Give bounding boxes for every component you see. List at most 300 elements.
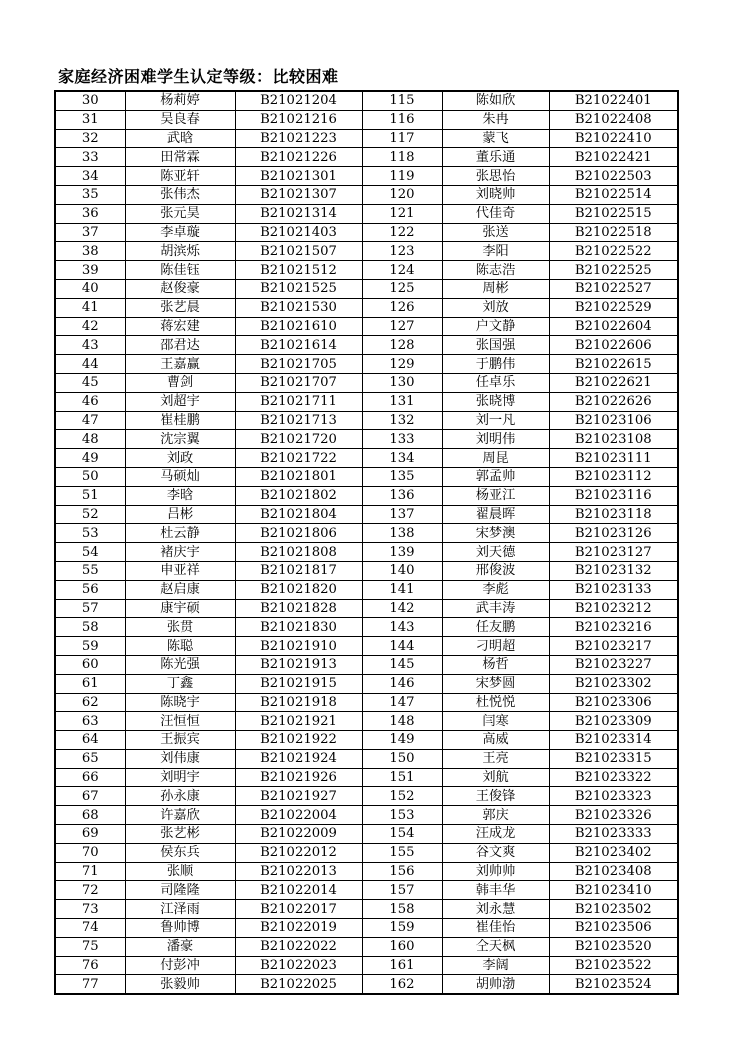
table-row: [55, 561, 678, 580]
student-name-cell: 高威: [442, 731, 549, 750]
table-row: [55, 599, 678, 618]
serial-cell: 53: [55, 524, 125, 543]
serial-cell: 76: [55, 956, 125, 975]
student-name-cell: 周彬: [442, 279, 549, 298]
student-id-cell: B21021804: [235, 505, 362, 524]
table-row: [55, 317, 678, 336]
table-row: [55, 956, 678, 975]
serial-cell: 123: [362, 242, 442, 261]
table-row: [55, 261, 678, 280]
student-id-cell: B21022017: [235, 900, 362, 919]
table-row: [55, 580, 678, 599]
student-name-cell: 陈晓宇: [125, 693, 235, 712]
student-name-cell: 刘明伟: [442, 430, 549, 449]
student-name-cell: 邵君达: [125, 336, 235, 355]
serial-cell: 70: [55, 843, 125, 862]
serial-cell: 129: [362, 355, 442, 374]
student-id-cell: B21022014: [235, 881, 362, 900]
student-id-cell: B21021828: [235, 599, 362, 618]
student-id-cell: B21021806: [235, 524, 362, 543]
student-name-cell: 鲁帅博: [125, 919, 235, 938]
student-name-cell: 刘一凡: [442, 411, 549, 430]
table-row: [55, 298, 678, 317]
student-id-cell: B21023217: [549, 637, 678, 656]
serial-cell: 60: [55, 655, 125, 674]
student-id-cell: B21021525: [235, 279, 362, 298]
serial-cell: 52: [55, 505, 125, 524]
student-id-cell: B21021713: [235, 411, 362, 430]
student-id-cell: B21022615: [549, 355, 678, 374]
student-id-cell: B21023132: [549, 561, 678, 580]
serial-cell: 44: [55, 355, 125, 374]
serial-cell: 153: [362, 806, 442, 825]
student-id-cell: B21022023: [235, 956, 362, 975]
student-id-cell: B21021512: [235, 261, 362, 280]
serial-cell: 161: [362, 956, 442, 975]
student-id-cell: B21021910: [235, 637, 362, 656]
table-row: [55, 524, 678, 543]
serial-cell: 43: [55, 336, 125, 355]
table-row: [55, 204, 678, 223]
serial-cell: 152: [362, 787, 442, 806]
student-id-cell: B21022529: [549, 298, 678, 317]
serial-cell: 157: [362, 881, 442, 900]
serial-cell: 121: [362, 204, 442, 223]
serial-cell: 119: [362, 167, 442, 186]
serial-cell: 30: [55, 91, 125, 110]
student-name-cell: 李阔: [442, 956, 549, 975]
student-name-cell: 张毅帅: [125, 975, 235, 994]
student-name-cell: 宋梦圆: [442, 674, 549, 693]
student-name-cell: 刁明超: [442, 637, 549, 656]
student-id-cell: B21021927: [235, 787, 362, 806]
serial-cell: 133: [362, 430, 442, 449]
student-id-cell: B21023118: [549, 505, 678, 524]
student-name-cell: 赵俊豪: [125, 279, 235, 298]
student-name-cell: 武晗: [125, 129, 235, 148]
serial-cell: 55: [55, 561, 125, 580]
student-id-cell: B21022012: [235, 843, 362, 862]
student-name-cell: 杜悦悦: [442, 693, 549, 712]
student-name-cell: 陈志浩: [442, 261, 549, 280]
serial-cell: 160: [362, 937, 442, 956]
student-id-cell: B21022025: [235, 975, 362, 994]
student-roster-table: [54, 90, 679, 995]
serial-cell: 36: [55, 204, 125, 223]
student-id-cell: B21023127: [549, 543, 678, 562]
serial-cell: 40: [55, 279, 125, 298]
serial-cell: 64: [55, 731, 125, 750]
student-id-cell: B21023502: [549, 900, 678, 919]
table-row: [55, 749, 678, 768]
student-id-cell: B21021226: [235, 148, 362, 167]
serial-cell: 72: [55, 881, 125, 900]
student-name-cell: 杨哲: [442, 655, 549, 674]
student-name-cell: 刘航: [442, 768, 549, 787]
student-name-cell: 张顺: [125, 862, 235, 881]
serial-cell: 142: [362, 599, 442, 618]
serial-cell: 149: [362, 731, 442, 750]
student-name-cell: 潘豪: [125, 937, 235, 956]
student-id-cell: B21023216: [549, 618, 678, 637]
student-name-cell: 张晓博: [442, 392, 549, 411]
student-name-cell: 董乐通: [442, 148, 549, 167]
student-id-cell: B21023306: [549, 693, 678, 712]
student-name-cell: 汪恒恒: [125, 712, 235, 731]
table-row: [55, 693, 678, 712]
student-name-cell: 吕彬: [125, 505, 235, 524]
serial-cell: 146: [362, 674, 442, 693]
student-id-cell: B21022621: [549, 373, 678, 392]
serial-cell: 69: [55, 825, 125, 844]
student-name-cell: 张艺彬: [125, 825, 235, 844]
serial-cell: 132: [362, 411, 442, 430]
student-id-cell: B21021913: [235, 655, 362, 674]
student-name-cell: 张思怡: [442, 167, 549, 186]
student-id-cell: B21022527: [549, 279, 678, 298]
student-id-cell: B21021924: [235, 749, 362, 768]
student-id-cell: B21021403: [235, 223, 362, 242]
student-name-cell: 田常霖: [125, 148, 235, 167]
student-id-cell: B21023520: [549, 937, 678, 956]
student-name-cell: 张送: [442, 223, 549, 242]
student-name-cell: 侯东兵: [125, 843, 235, 862]
serial-cell: 125: [362, 279, 442, 298]
student-name-cell: 朱冉: [442, 110, 549, 129]
student-name-cell: 王振宾: [125, 731, 235, 750]
table-row: [55, 411, 678, 430]
student-id-cell: B21022604: [549, 317, 678, 336]
table-row: [55, 937, 678, 956]
student-id-cell: B21023402: [549, 843, 678, 862]
student-id-cell: B21023212: [549, 599, 678, 618]
student-name-cell: 康宇硕: [125, 599, 235, 618]
serial-cell: 131: [362, 392, 442, 411]
table-row: [55, 355, 678, 374]
student-id-cell: B21023227: [549, 655, 678, 674]
serial-cell: 31: [55, 110, 125, 129]
student-id-cell: B21021711: [235, 392, 362, 411]
student-id-cell: B21021922: [235, 731, 362, 750]
student-name-cell: 李阳: [442, 242, 549, 261]
student-id-cell: B21021921: [235, 712, 362, 731]
serial-cell: 155: [362, 843, 442, 862]
student-id-cell: B21021817: [235, 561, 362, 580]
table-row: [55, 543, 678, 562]
student-id-cell: B21023111: [549, 449, 678, 468]
student-name-cell: 陈聪: [125, 637, 235, 656]
table-row: [55, 279, 678, 298]
student-id-cell: B21022013: [235, 862, 362, 881]
serial-cell: 120: [362, 185, 442, 204]
student-name-cell: 刘帅帅: [442, 862, 549, 881]
student-name-cell: 崔桂鹏: [125, 411, 235, 430]
serial-cell: 71: [55, 862, 125, 881]
serial-cell: 35: [55, 185, 125, 204]
serial-cell: 66: [55, 768, 125, 787]
student-id-cell: B21021722: [235, 449, 362, 468]
serial-cell: 38: [55, 242, 125, 261]
student-name-cell: 蒋宏建: [125, 317, 235, 336]
serial-cell: 67: [55, 787, 125, 806]
serial-cell: 57: [55, 599, 125, 618]
student-id-cell: B21023133: [549, 580, 678, 599]
table-row: [55, 373, 678, 392]
serial-cell: 48: [55, 430, 125, 449]
serial-cell: 41: [55, 298, 125, 317]
student-id-cell: B21022004: [235, 806, 362, 825]
table-row: [55, 731, 678, 750]
student-name-cell: 付彭冲: [125, 956, 235, 975]
student-name-cell: 翟晨晖: [442, 505, 549, 524]
serial-cell: 126: [362, 298, 442, 317]
student-name-cell: 曹剑: [125, 373, 235, 392]
student-name-cell: 汪成龙: [442, 825, 549, 844]
table-row: [55, 91, 678, 110]
student-name-cell: 赵启康: [125, 580, 235, 599]
serial-cell: 140: [362, 561, 442, 580]
student-id-cell: B21021204: [235, 91, 362, 110]
student-name-cell: 任友鹏: [442, 618, 549, 637]
table-row: [55, 129, 678, 148]
student-id-cell: B21022514: [549, 185, 678, 204]
student-id-cell: B21021216: [235, 110, 362, 129]
student-name-cell: 李卓璇: [125, 223, 235, 242]
student-name-cell: 申亚祥: [125, 561, 235, 580]
student-name-cell: 谷文爽: [442, 843, 549, 862]
student-name-cell: 任卓乐: [442, 373, 549, 392]
student-id-cell: B21021802: [235, 486, 362, 505]
table-row: [55, 919, 678, 938]
table-row: [55, 242, 678, 261]
student-id-cell: B21022522: [549, 242, 678, 261]
student-name-cell: 武丰涛: [442, 599, 549, 618]
student-name-cell: 刘永慧: [442, 900, 549, 919]
table-row: [55, 110, 678, 129]
student-name-cell: 陈佳钰: [125, 261, 235, 280]
student-id-cell: B21021301: [235, 167, 362, 186]
student-id-cell: B21021610: [235, 317, 362, 336]
table-row: [55, 787, 678, 806]
table-row: [55, 712, 678, 731]
student-id-cell: B21023106: [549, 411, 678, 430]
serial-cell: 117: [362, 129, 442, 148]
serial-cell: 73: [55, 900, 125, 919]
student-id-cell: B21021915: [235, 674, 362, 693]
student-id-cell: B21023322: [549, 768, 678, 787]
serial-cell: 49: [55, 449, 125, 468]
serial-cell: 39: [55, 261, 125, 280]
student-id-cell: B21023333: [549, 825, 678, 844]
student-name-cell: 司隆隆: [125, 881, 235, 900]
serial-cell: 56: [55, 580, 125, 599]
student-name-cell: 邢俊波: [442, 561, 549, 580]
student-name-cell: 陈如欣: [442, 91, 549, 110]
student-name-cell: 杨亚江: [442, 486, 549, 505]
student-id-cell: B21022518: [549, 223, 678, 242]
student-id-cell: B21021801: [235, 467, 362, 486]
student-name-cell: 胡帅渤: [442, 975, 549, 994]
table-row: [55, 806, 678, 825]
student-name-cell: 杨莉婷: [125, 91, 235, 110]
serial-cell: 68: [55, 806, 125, 825]
serial-cell: 127: [362, 317, 442, 336]
serial-cell: 143: [362, 618, 442, 637]
table-row: [55, 336, 678, 355]
serial-cell: 130: [362, 373, 442, 392]
student-id-cell: B21023108: [549, 430, 678, 449]
student-name-cell: 宋梦澳: [442, 524, 549, 543]
student-id-cell: B21021507: [235, 242, 362, 261]
serial-cell: 162: [362, 975, 442, 994]
serial-cell: 156: [362, 862, 442, 881]
student-id-cell: B21021926: [235, 768, 362, 787]
student-id-cell: B21021918: [235, 693, 362, 712]
serial-cell: 148: [362, 712, 442, 731]
serial-cell: 74: [55, 919, 125, 938]
roster-body: [55, 91, 678, 994]
student-id-cell: B21023506: [549, 919, 678, 938]
student-name-cell: 丁鑫: [125, 674, 235, 693]
serial-cell: 47: [55, 411, 125, 430]
student-name-cell: 郭孟帅: [442, 467, 549, 486]
student-name-cell: 郭庆: [442, 806, 549, 825]
student-name-cell: 李晗: [125, 486, 235, 505]
serial-cell: 158: [362, 900, 442, 919]
student-name-cell: 周昆: [442, 449, 549, 468]
student-id-cell: B21022606: [549, 336, 678, 355]
serial-cell: 137: [362, 505, 442, 524]
student-id-cell: B21023410: [549, 881, 678, 900]
table-row: [55, 768, 678, 787]
student-id-cell: B21023112: [549, 467, 678, 486]
table-row: [55, 618, 678, 637]
student-name-cell: 闫寒: [442, 712, 549, 731]
table-row: [55, 975, 678, 994]
student-name-cell: 孙永康: [125, 787, 235, 806]
serial-cell: 32: [55, 129, 125, 148]
student-id-cell: B21021614: [235, 336, 362, 355]
student-name-cell: 于鹏伟: [442, 355, 549, 374]
table-row: [55, 505, 678, 524]
student-id-cell: B21022410: [549, 129, 678, 148]
serial-cell: 34: [55, 167, 125, 186]
student-id-cell: B21023302: [549, 674, 678, 693]
student-name-cell: 刘放: [442, 298, 549, 317]
student-id-cell: B21021707: [235, 373, 362, 392]
serial-cell: 61: [55, 674, 125, 693]
serial-cell: 33: [55, 148, 125, 167]
serial-cell: 145: [362, 655, 442, 674]
student-id-cell: B21021808: [235, 543, 362, 562]
document-title: 家庭经济困难学生认定等级：比较困难: [58, 67, 339, 86]
serial-cell: 128: [362, 336, 442, 355]
student-name-cell: 崔佳怡: [442, 919, 549, 938]
student-name-cell: 吴良春: [125, 110, 235, 129]
student-name-cell: 张伟杰: [125, 185, 235, 204]
serial-cell: 118: [362, 148, 442, 167]
student-name-cell: 陈光强: [125, 655, 235, 674]
serial-cell: 154: [362, 825, 442, 844]
student-id-cell: B21023524: [549, 975, 678, 994]
serial-cell: 42: [55, 317, 125, 336]
student-id-cell: B21023314: [549, 731, 678, 750]
student-name-cell: 李彪: [442, 580, 549, 599]
table-row: [55, 843, 678, 862]
table-row: [55, 674, 678, 693]
table-row: [55, 862, 678, 881]
student-name-cell: 许嘉欣: [125, 806, 235, 825]
table-row: [55, 881, 678, 900]
student-name-cell: 胡滨烁: [125, 242, 235, 261]
table-row: [55, 430, 678, 449]
student-name-cell: 褚庆宇: [125, 543, 235, 562]
serial-cell: 65: [55, 749, 125, 768]
student-id-cell: B21021830: [235, 618, 362, 637]
serial-cell: 124: [362, 261, 442, 280]
student-name-cell: 江泽雨: [125, 900, 235, 919]
serial-cell: 150: [362, 749, 442, 768]
serial-cell: 75: [55, 937, 125, 956]
serial-cell: 134: [362, 449, 442, 468]
serial-cell: 51: [55, 486, 125, 505]
table-row: [55, 467, 678, 486]
student-id-cell: B21023522: [549, 956, 678, 975]
student-id-cell: B21023315: [549, 749, 678, 768]
student-name-cell: 刘政: [125, 449, 235, 468]
table-row: [55, 637, 678, 656]
student-name-cell: 马硕灿: [125, 467, 235, 486]
student-id-cell: B21021314: [235, 204, 362, 223]
student-name-cell: 王俊锋: [442, 787, 549, 806]
student-name-cell: 仝天枫: [442, 937, 549, 956]
serial-cell: 139: [362, 543, 442, 562]
student-name-cell: 张贯: [125, 618, 235, 637]
table-row: [55, 655, 678, 674]
student-id-cell: B21021720: [235, 430, 362, 449]
student-id-cell: B21023126: [549, 524, 678, 543]
student-name-cell: 王亮: [442, 749, 549, 768]
student-name-cell: 张艺晨: [125, 298, 235, 317]
student-name-cell: 杜云静: [125, 524, 235, 543]
student-id-cell: B21022019: [235, 919, 362, 938]
serial-cell: 54: [55, 543, 125, 562]
student-name-cell: 刘超宇: [125, 392, 235, 411]
student-name-cell: 刘明宇: [125, 768, 235, 787]
serial-cell: 147: [362, 693, 442, 712]
student-id-cell: B21023309: [549, 712, 678, 731]
table-row: [55, 392, 678, 411]
student-id-cell: B21021820: [235, 580, 362, 599]
serial-cell: 159: [362, 919, 442, 938]
student-id-cell: B21023326: [549, 806, 678, 825]
serial-cell: 59: [55, 637, 125, 656]
serial-cell: 46: [55, 392, 125, 411]
serial-cell: 37: [55, 223, 125, 242]
table-row: [55, 185, 678, 204]
student-id-cell: B21022408: [549, 110, 678, 129]
student-id-cell: B21022515: [549, 204, 678, 223]
student-name-cell: 刘晓帅: [442, 185, 549, 204]
student-id-cell: B21021223: [235, 129, 362, 148]
serial-cell: 141: [362, 580, 442, 599]
table-row: [55, 449, 678, 468]
serial-cell: 115: [362, 91, 442, 110]
student-id-cell: B21021530: [235, 298, 362, 317]
student-name-cell: 刘伟康: [125, 749, 235, 768]
serial-cell: 63: [55, 712, 125, 731]
student-id-cell: B21023408: [549, 862, 678, 881]
